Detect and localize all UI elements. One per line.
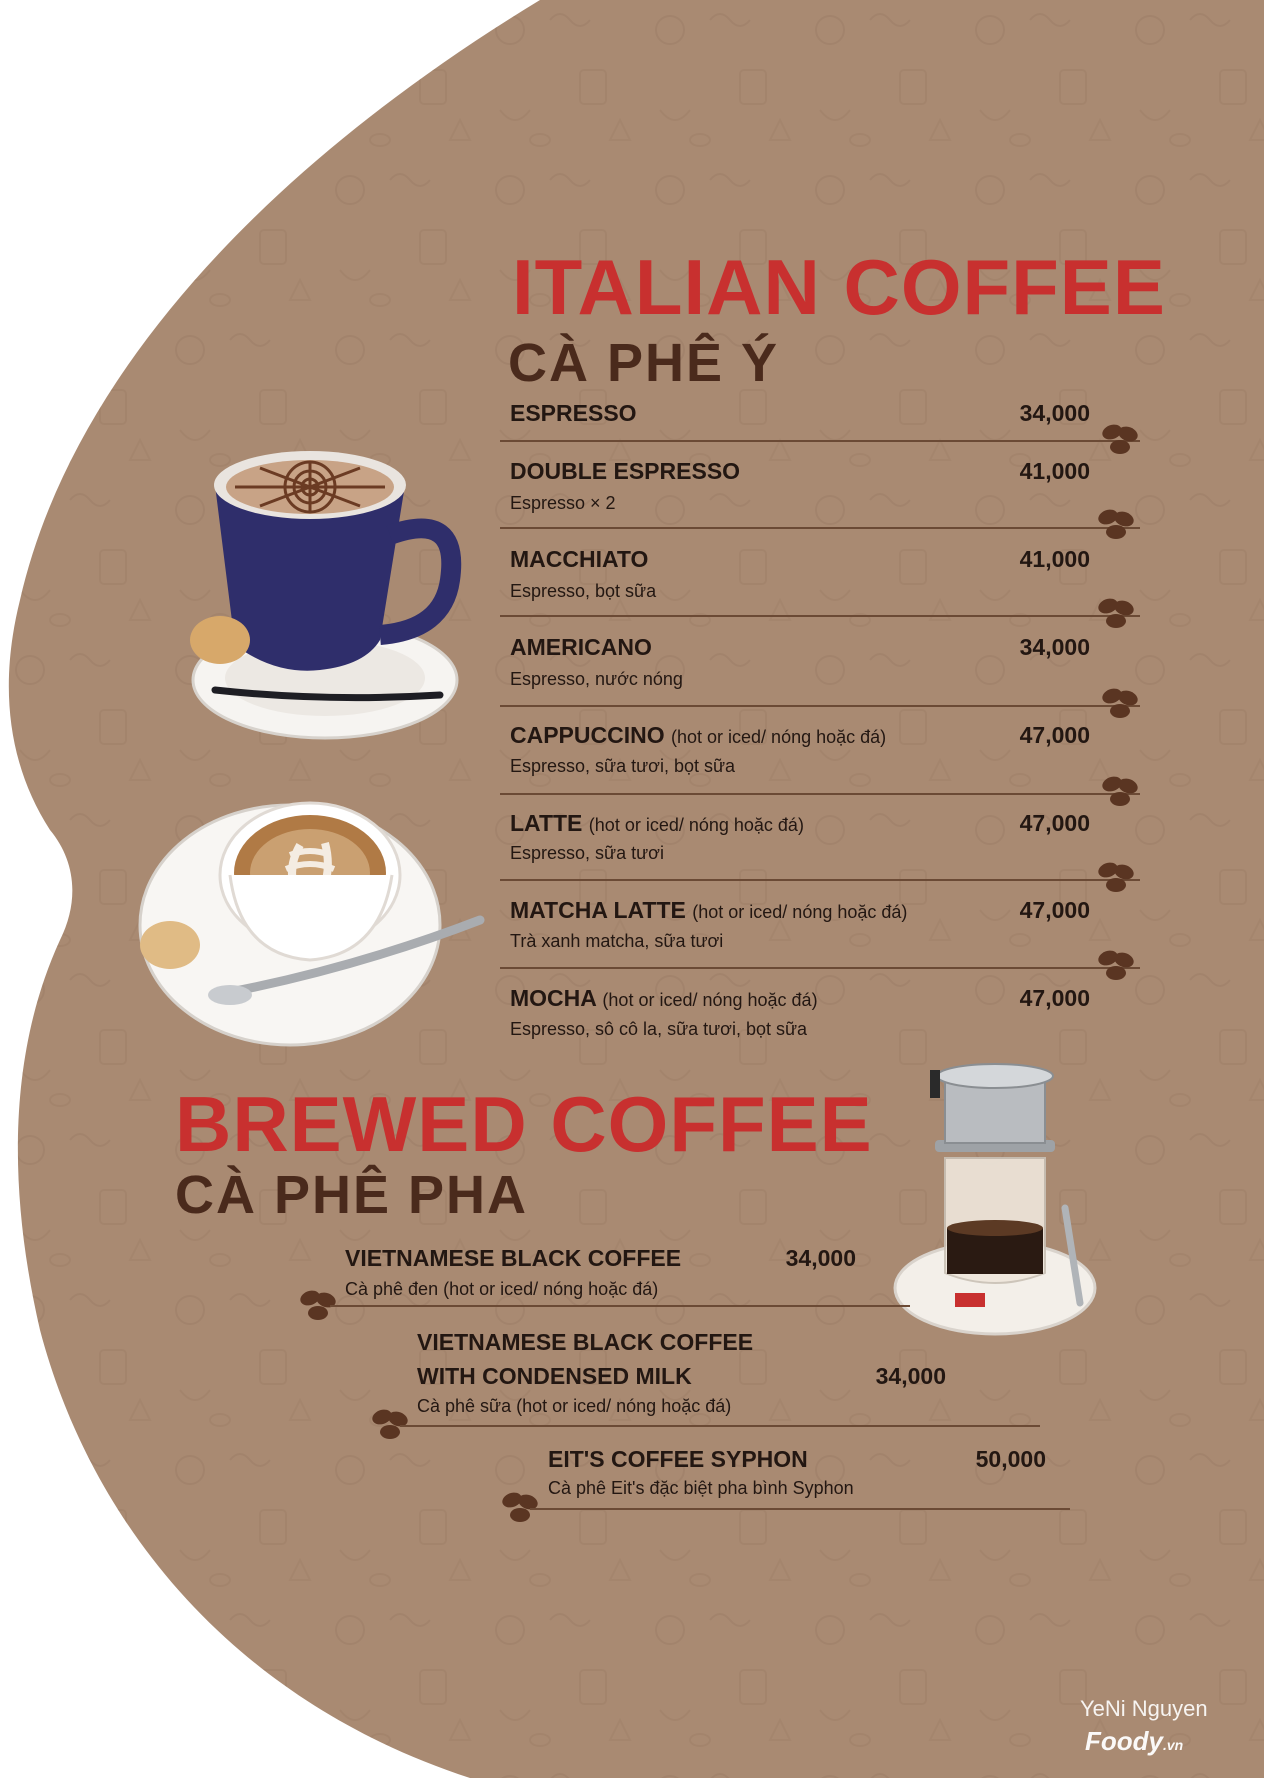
divider bbox=[500, 879, 1140, 881]
item-desc-latte: Espresso, sữa tươi bbox=[510, 843, 664, 863]
item-price-latte: 47,000 bbox=[1019, 810, 1090, 836]
item-price-matcha-latte: 47,000 bbox=[1019, 897, 1090, 923]
divider bbox=[500, 440, 1140, 442]
item-price-mocha: 47,000 bbox=[1019, 985, 1090, 1011]
coffee-bean-icon bbox=[1096, 860, 1136, 894]
item-desc-mocha: Espresso, sô cô la, sữa tươi, bọt sữa bbox=[510, 1019, 808, 1039]
item-name-americano: AMERICANO bbox=[510, 634, 652, 660]
item-name-mocha: MOCHA (hot or iced/ nóng hoặc đá) bbox=[510, 985, 818, 1011]
italian-title: ITALIAN COFFEE bbox=[512, 243, 1166, 331]
item-name-vn-milk-coffee-line2: WITH CONDENSED MILK bbox=[417, 1363, 692, 1389]
item-price-double-espresso: 41,000 bbox=[1019, 458, 1090, 484]
phin-coffee-image bbox=[885, 1048, 1130, 1348]
item-desc-syphon: Cà phê Eit's đặc biệt pha bình Syphon bbox=[548, 1478, 854, 1498]
watermark-brand: Foody.vn bbox=[1085, 1726, 1184, 1756]
divider bbox=[400, 1425, 1040, 1427]
item-desc-vn-black-coffee: Cà phê đen (hot or iced/ nóng hoặc đá) bbox=[345, 1279, 659, 1299]
mocha-cup-image bbox=[175, 440, 485, 750]
divider bbox=[500, 793, 1140, 795]
italian-subtitle: CÀ PHÊ Ý bbox=[508, 333, 780, 393]
item-name-vn-black-coffee: VIETNAMESE BLACK COFFEE bbox=[345, 1245, 682, 1271]
divider bbox=[530, 1508, 1070, 1510]
item-desc-cappuccino: Espresso, sữa tươi, bọt sữa bbox=[510, 756, 736, 776]
item-price-vn-black-coffee: 34,000 bbox=[785, 1245, 856, 1271]
item-name-espresso: ESPRESSO bbox=[510, 400, 637, 426]
brewed-title: BREWED COFFEE bbox=[175, 1080, 873, 1168]
coffee-bean-icon bbox=[1100, 774, 1140, 808]
item-price-espresso: 34,000 bbox=[1019, 400, 1090, 426]
item-price-americano: 34,000 bbox=[1019, 634, 1090, 660]
item-desc-double-espresso: Espresso × 2 bbox=[510, 493, 616, 513]
watermark-author: YeNi Nguyen bbox=[1080, 1696, 1208, 1721]
item-price-syphon: 50,000 bbox=[975, 1446, 1046, 1472]
divider bbox=[330, 1305, 910, 1307]
item-name-syphon: EIT'S COFFEE SYPHON bbox=[548, 1446, 808, 1472]
item-name-vn-milk-coffee: VIETNAMESE BLACK COFFEE bbox=[417, 1329, 754, 1355]
divider bbox=[500, 527, 1140, 529]
item-desc-macchiato: Espresso, bọt sữa bbox=[510, 581, 657, 601]
item-desc-americano: Espresso, nước nóng bbox=[510, 669, 683, 689]
brewed-subtitle: CÀ PHÊ PHA bbox=[175, 1165, 529, 1225]
item-price-cappuccino: 47,000 bbox=[1019, 722, 1090, 748]
coffee-bean-icon bbox=[1100, 422, 1140, 456]
coffee-bean-icon bbox=[1096, 948, 1136, 982]
item-name-latte: LATTE (hot or iced/ nóng hoặc đá) bbox=[510, 810, 804, 836]
divider bbox=[500, 967, 1140, 969]
coffee-bean-icon bbox=[370, 1407, 410, 1441]
item-desc-matcha-latte: Trà xanh matcha, sữa tươi bbox=[510, 931, 724, 951]
divider bbox=[500, 615, 1140, 617]
coffee-bean-icon bbox=[500, 1490, 540, 1524]
item-desc-vn-milk-coffee: Cà phê sữa (hot or iced/ nóng hoặc đá) bbox=[417, 1396, 732, 1416]
item-name-cappuccino: CAPPUCCINO (hot or iced/ nóng hoặc đá) bbox=[510, 722, 887, 748]
coffee-bean-icon bbox=[1096, 596, 1136, 630]
coffee-bean-icon bbox=[1096, 507, 1136, 541]
item-price-vn-milk-coffee: 34,000 bbox=[875, 1363, 946, 1389]
item-name-matcha-latte: MATCHA LATTE (hot or iced/ nóng hoặc đá) bbox=[510, 897, 908, 923]
item-price-macchiato: 41,000 bbox=[1019, 546, 1090, 572]
item-name-macchiato: MACCHIATO bbox=[510, 546, 649, 572]
divider bbox=[500, 705, 1140, 707]
coffee-bean-icon bbox=[1100, 686, 1140, 720]
latte-cup-image bbox=[130, 785, 490, 1055]
item-name-double-espresso: DOUBLE ESPRESSO bbox=[510, 458, 741, 484]
